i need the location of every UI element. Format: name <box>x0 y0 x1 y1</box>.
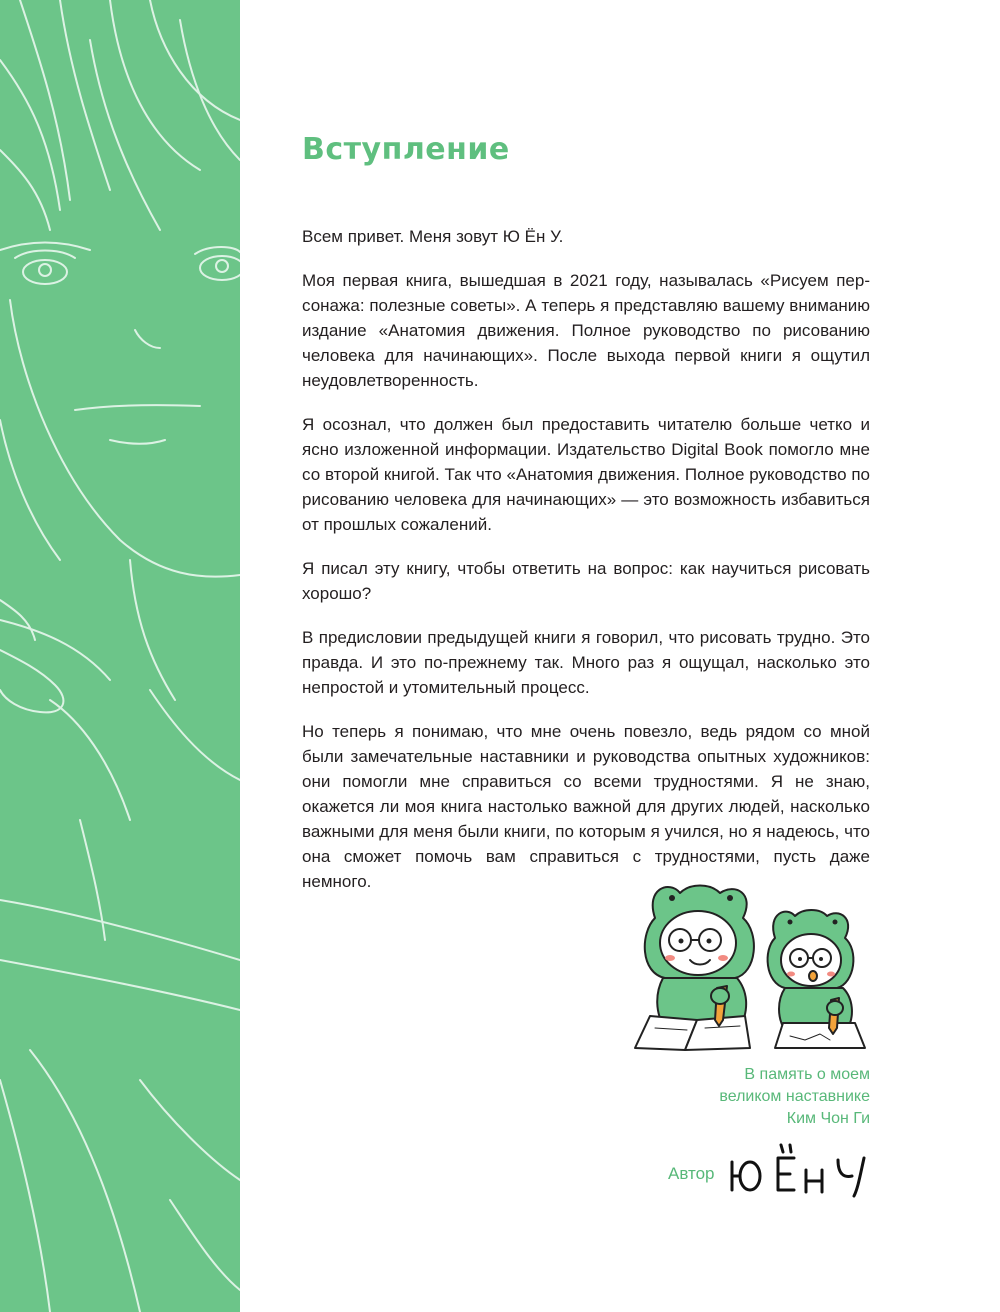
paragraph: Всем привет. Меня зовут Ю Ён У. <box>302 227 564 246</box>
dedication-line: великом наставнике <box>719 1088 870 1105</box>
author-label: Автор <box>668 1164 715 1183</box>
paragraph: Я писал эту книгу, чтобы ответить на вопрос: как научиться рисовать хорошо? <box>302 559 870 603</box>
paragraph: Я осознал, что должен был предоставить читателю больше четко и ясно изложенной информации. Издательство Digital Book помогло мне со второй книгой. Так что «Анатомия движения. Полное руководство по рисованию человека для начинающих» — это возможность избавиться от прошлых сожалений. <box>302 415 870 534</box>
handwritten-signature <box>726 1140 871 1200</box>
dedication-line: В память о моем <box>744 1066 870 1083</box>
decorative-side-panel <box>0 0 240 1312</box>
sketch-face-illustration <box>0 0 240 1312</box>
frog-hood-characters-illustration <box>625 878 875 1054</box>
intro-text <box>302 224 870 913</box>
dedication <box>570 1064 870 1130</box>
paragraph: Но теперь я понимаю, что мне очень повезло, ведь рядом со мной были замечательные наставники и руководства опытных художников: они помогли мне справиться со всеми трудностями. Я не знаю, окажется ли моя книга настолько важной для других людей, насколько важными для меня были книги, по которым я учился, но я надеюсь, что она сможет помочь вам справиться с трудностями, пусть даже немного. <box>302 722 870 891</box>
paragraph: Моя первая книга, вышедшая в 2021 году, называлась «Рисуем персонажа: полезные советы». А теперь я представляю вашему вниманию издание «Анатомия движения. Полное руководство по рисованию человека для начинающих». После выхода первой книги я ощутил неудовлетворенность. <box>302 271 870 390</box>
paragraph: В предисловии предыдущей книги я говорил, что рисовать трудно. Это правда. И это по-прежнему так. Много раз я ощущал, насколько это непростой и утомительный процесс. <box>302 628 870 697</box>
page-title: Вступление <box>302 132 510 167</box>
dedication-line: Ким Чон Ги <box>786 1110 870 1127</box>
